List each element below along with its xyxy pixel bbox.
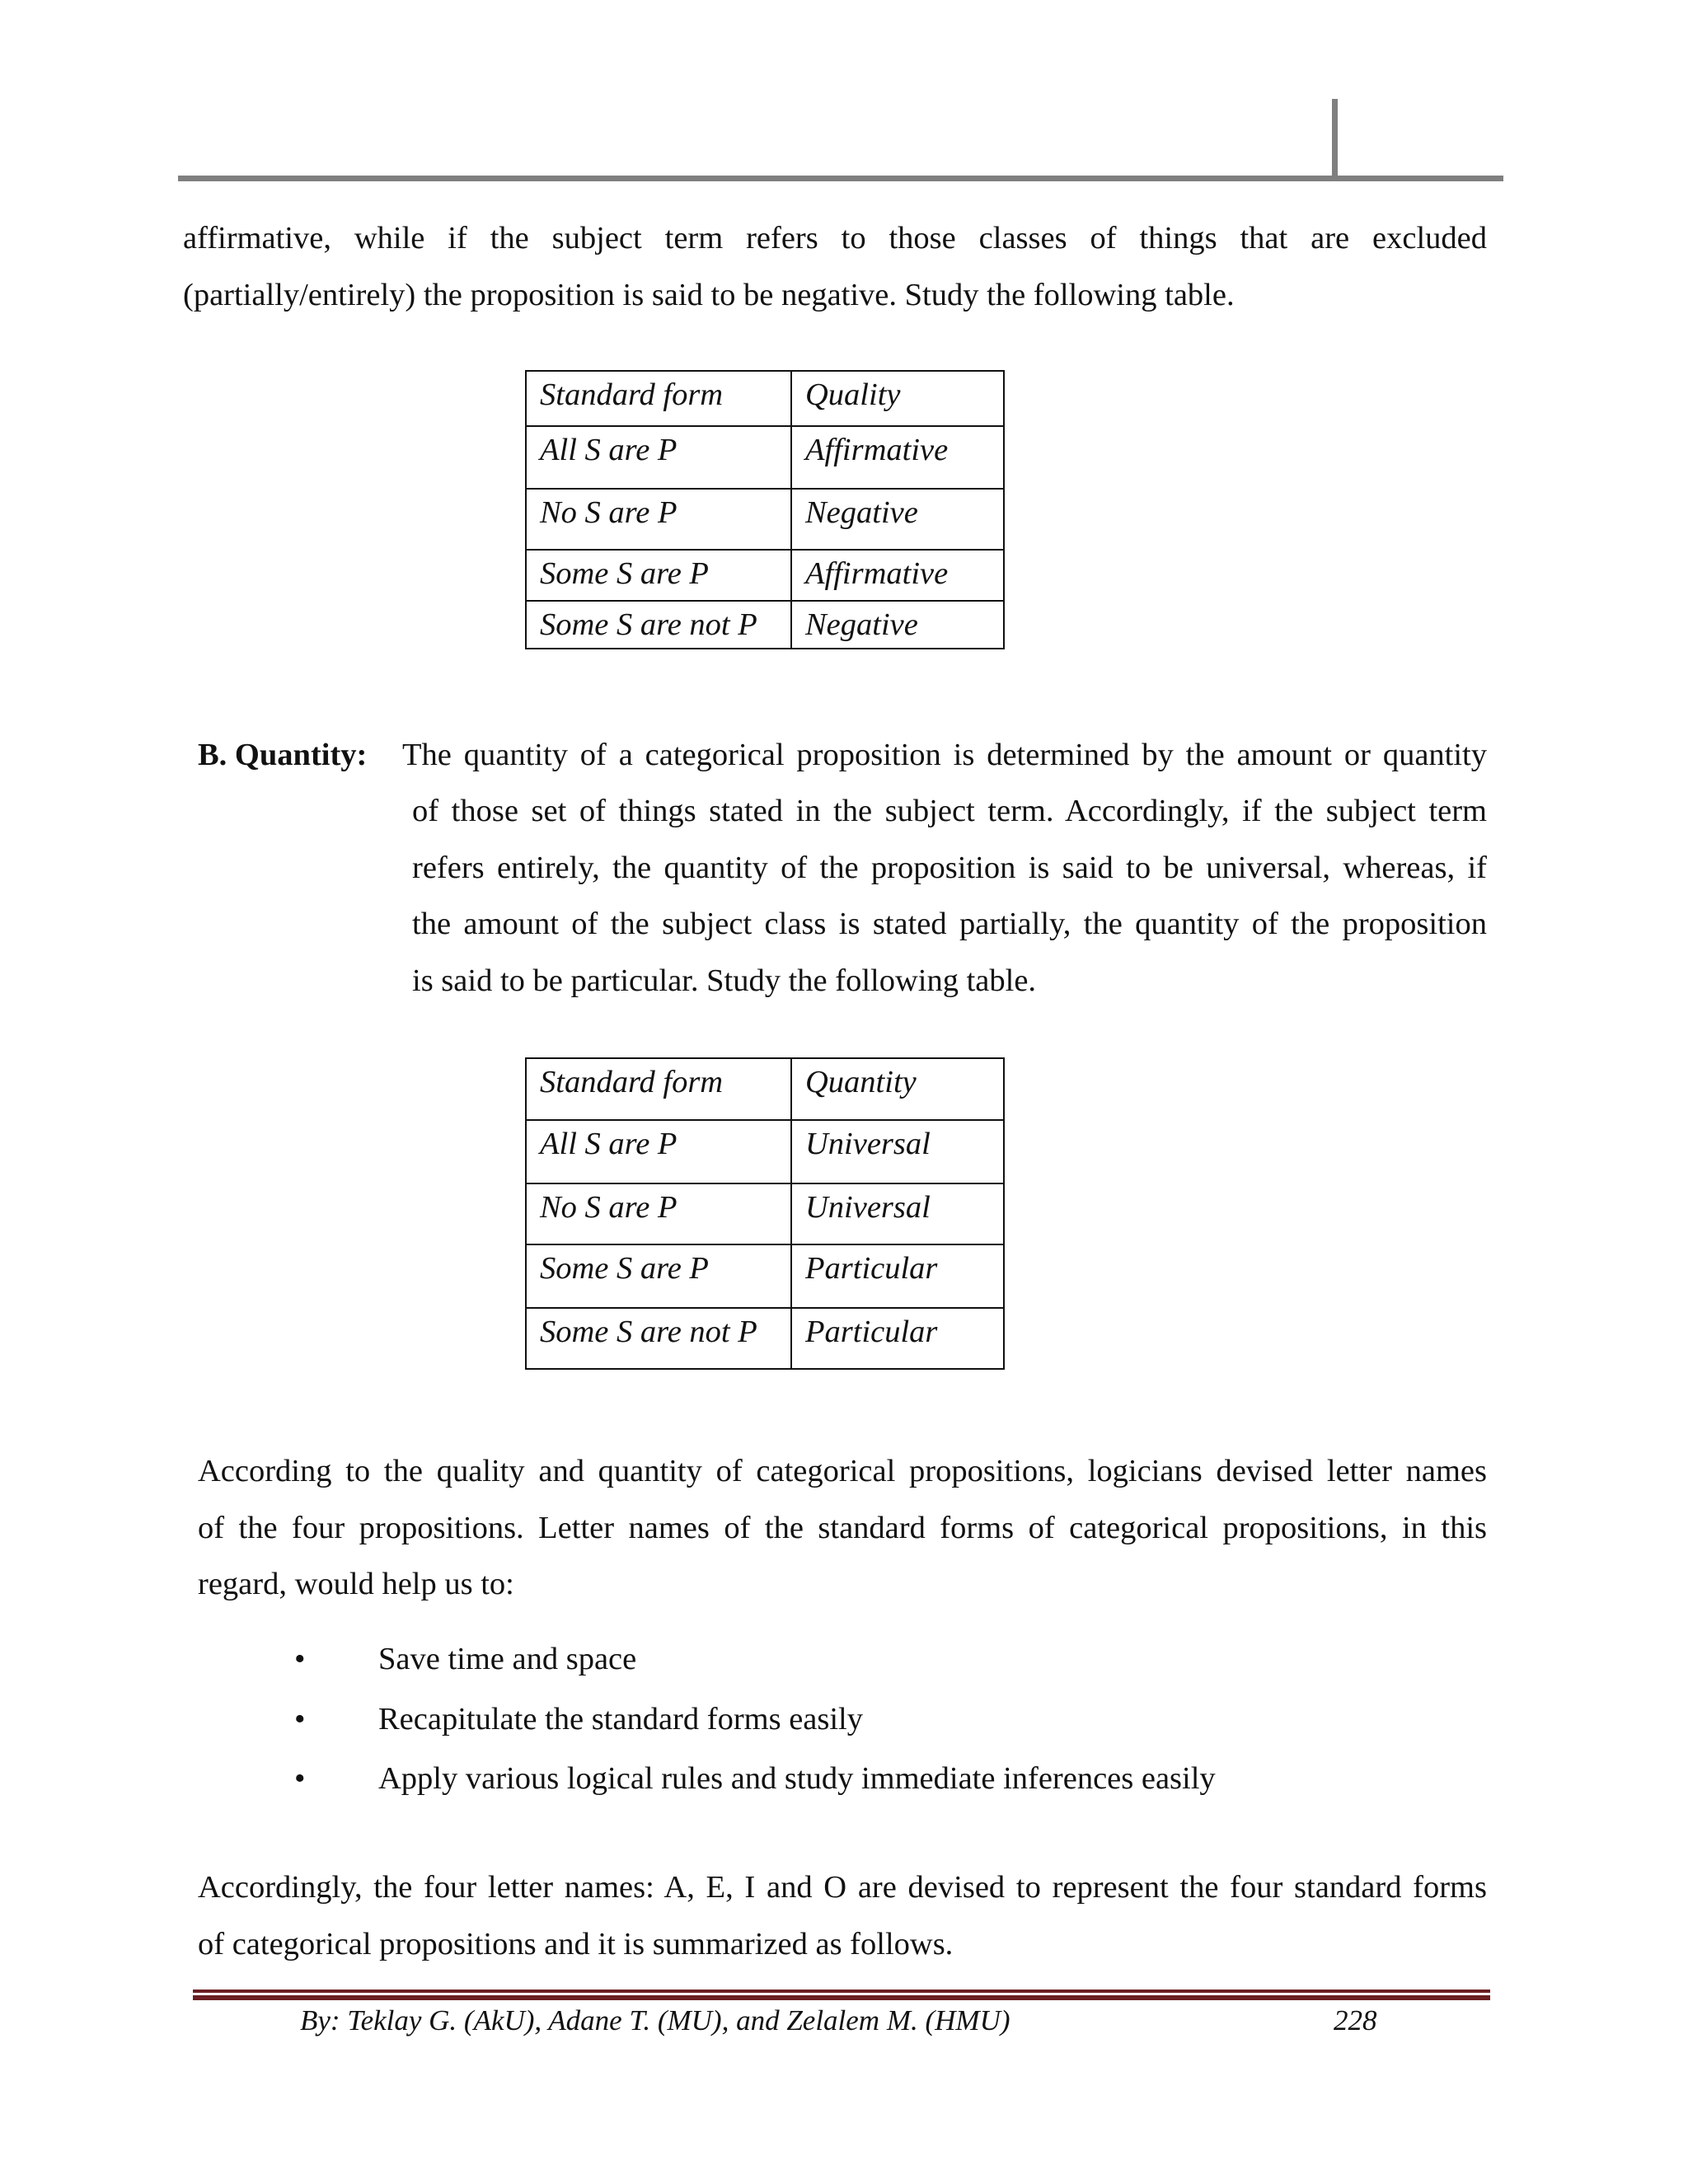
closing-paragraph bbox=[198, 1859, 1487, 1972]
quantity-line-2: of those set of things stated in the subject term. Accordingly, if the subject term bbox=[412, 794, 1487, 828]
quantity-paragraph bbox=[412, 783, 1487, 1009]
table-cell: Some S are P bbox=[526, 1244, 791, 1308]
quantity-line-4: the amount of the subject class is stated partially, the quantity of the proposition bbox=[412, 907, 1487, 941]
intro-line-1: affirmative, while if the subject term refers to those classes of things that are excluded bbox=[183, 221, 1487, 255]
letter-names-paragraph bbox=[198, 1443, 1487, 1613]
footer-rule-top bbox=[193, 1990, 1490, 1993]
quality-table bbox=[525, 370, 1005, 649]
table-header-cell: Standard form bbox=[526, 1058, 791, 1120]
letter-names-line-3: regard, would help us to: bbox=[198, 1567, 514, 1601]
table-row bbox=[526, 1183, 1004, 1244]
intro-line-2: (partially/entirely) the proposition is said to be negative. Study the following table. bbox=[183, 277, 1235, 312]
quantity-line-5: is said to be particular. Study the following table. bbox=[412, 963, 1037, 998]
list-item-text: Recapitulate the standard forms easily bbox=[378, 1701, 863, 1736]
table-cell: Some S are P bbox=[526, 550, 791, 601]
header-rule bbox=[178, 176, 1503, 181]
table-cell: No S are P bbox=[526, 489, 791, 550]
quantity-heading: B. Quantity: bbox=[198, 738, 368, 772]
closing-line-1: Accordingly, the four letter names: A, E, I and O are devised to represent the four standard forms bbox=[198, 1870, 1487, 1905]
table-row bbox=[526, 426, 1004, 489]
table-cell: All S are P bbox=[526, 426, 791, 489]
table-row bbox=[526, 601, 1004, 649]
bullet-icon: • bbox=[294, 1761, 306, 1796]
table-cell: No S are P bbox=[526, 1183, 791, 1244]
table-cell: Particular bbox=[791, 1308, 1004, 1369]
footer-authors: By: Teklay G. (AkU), Adane T. (MU), and Zelalem M. (HMU) bbox=[300, 2004, 1010, 2036]
bullet-icon: • bbox=[294, 1701, 306, 1736]
table-row bbox=[526, 1120, 1004, 1183]
quantity-line-3: refers entirely, the quantity of the proposition is said to be universal, whereas, if bbox=[412, 850, 1487, 885]
quantity-table bbox=[525, 1057, 1005, 1370]
table-cell: Universal bbox=[791, 1120, 1004, 1183]
closing-line-2: of categorical propositions and it is summarized as follows. bbox=[198, 1926, 954, 1961]
letter-names-line-1: According to the quality and quantity of categorical propositions, logicians devised letter names bbox=[198, 1454, 1487, 1488]
list-item-text: Save time and space bbox=[378, 1642, 637, 1676]
letter-names-line-2: of the four propositions. Letter names of the standard forms of categorical propositions, in this bbox=[198, 1510, 1487, 1545]
table-header-row bbox=[526, 1058, 1004, 1120]
table-cell: Some S are not P bbox=[526, 601, 791, 649]
intro-paragraph bbox=[183, 210, 1487, 323]
table-cell: Affirmative bbox=[791, 550, 1004, 601]
table-header-cell: Quantity bbox=[791, 1058, 1004, 1120]
table-row bbox=[526, 1244, 1004, 1308]
bullet-icon: • bbox=[294, 1642, 306, 1676]
table-cell: All S are P bbox=[526, 1120, 791, 1183]
table-cell: Universal bbox=[791, 1183, 1004, 1244]
quantity-line-1: The quantity of a categorical proposition is determined by the amount or quantity bbox=[402, 738, 1487, 772]
list-item-text: Apply various logical rules and study immediate inferences easily bbox=[378, 1761, 1216, 1796]
table-cell: Negative bbox=[791, 601, 1004, 649]
table-cell: Particular bbox=[791, 1244, 1004, 1308]
footer-rule-bottom bbox=[193, 1995, 1490, 2000]
table-header-cell: Standard form bbox=[526, 371, 791, 426]
page-number: 228 bbox=[1334, 2004, 1377, 2036]
table-row bbox=[526, 1308, 1004, 1369]
table-cell: Negative bbox=[791, 489, 1004, 550]
header-vertical-tick bbox=[1332, 99, 1338, 181]
table-row bbox=[526, 550, 1004, 601]
table-header-cell: Quality bbox=[791, 371, 1004, 426]
table-cell: Some S are not P bbox=[526, 1308, 791, 1369]
table-cell: Affirmative bbox=[791, 426, 1004, 489]
table-header-row bbox=[526, 371, 1004, 426]
table-row bbox=[526, 489, 1004, 550]
